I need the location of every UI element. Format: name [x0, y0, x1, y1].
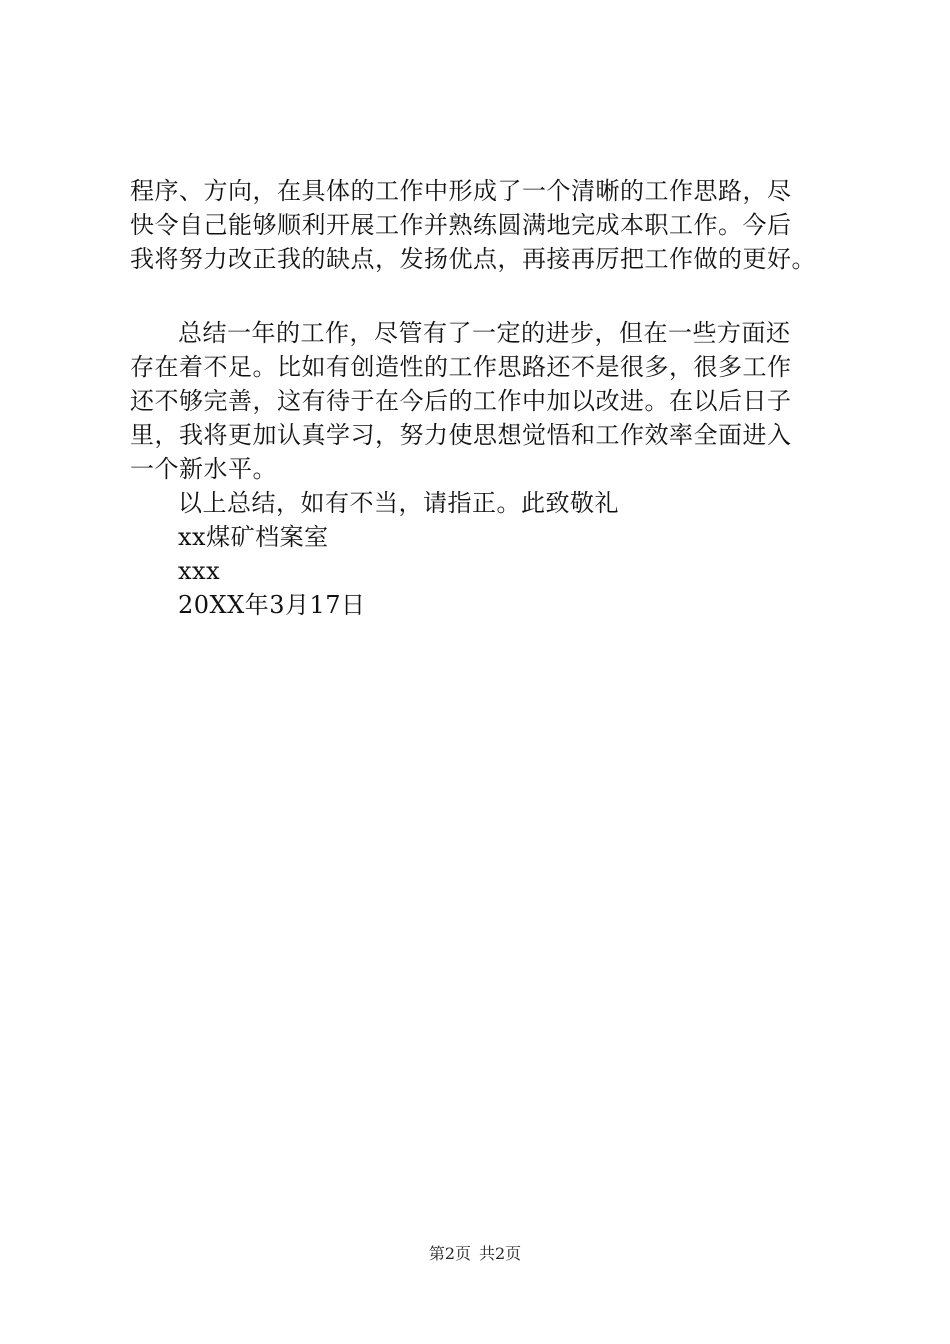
text-line: 存在着不足。比如有创造性的工作思路还不是很多，很多工作 — [130, 353, 792, 381]
paragraph-summary — [130, 316, 850, 486]
document-body — [130, 174, 850, 622]
page-footer — [0, 1244, 950, 1264]
signature-author: xxx — [178, 557, 221, 585]
signature-date: 20XX年3月17日 — [178, 591, 366, 619]
page-number-total: 共2页 — [479, 1244, 522, 1263]
closing-block — [130, 486, 850, 622]
closing-remark: 以上总结，如有不当，请指正。此致敬礼 — [178, 489, 619, 517]
text-line: 还不够完善，这有待于在今后的工作中加以改进。在以后日子 — [130, 387, 792, 415]
paragraph-continuation — [130, 174, 850, 276]
signature-organization: xx煤矿档案室 — [178, 523, 329, 551]
text-line: 快令自己能够顺利开展工作并熟练圆满地完成本职工作。今后 — [130, 211, 792, 239]
text-line: 里，我将更加认真学习，努力使思想觉悟和工作效率全面进入 — [130, 421, 792, 449]
text-line: 总结一年的工作，尽管有了一定的进步，但在一些方面还 — [178, 319, 791, 347]
text-line: 程序、方向，在具体的工作中形成了一个清晰的工作思路，尽 — [130, 177, 792, 205]
paragraph-gap — [130, 276, 850, 316]
text-line: 一个新水平。 — [130, 455, 277, 483]
text-line: 我将努力改正我的缺点，发扬优点，再接再厉把工作做的更好。 — [130, 245, 816, 273]
page-number-current: 第2页 — [428, 1244, 471, 1263]
